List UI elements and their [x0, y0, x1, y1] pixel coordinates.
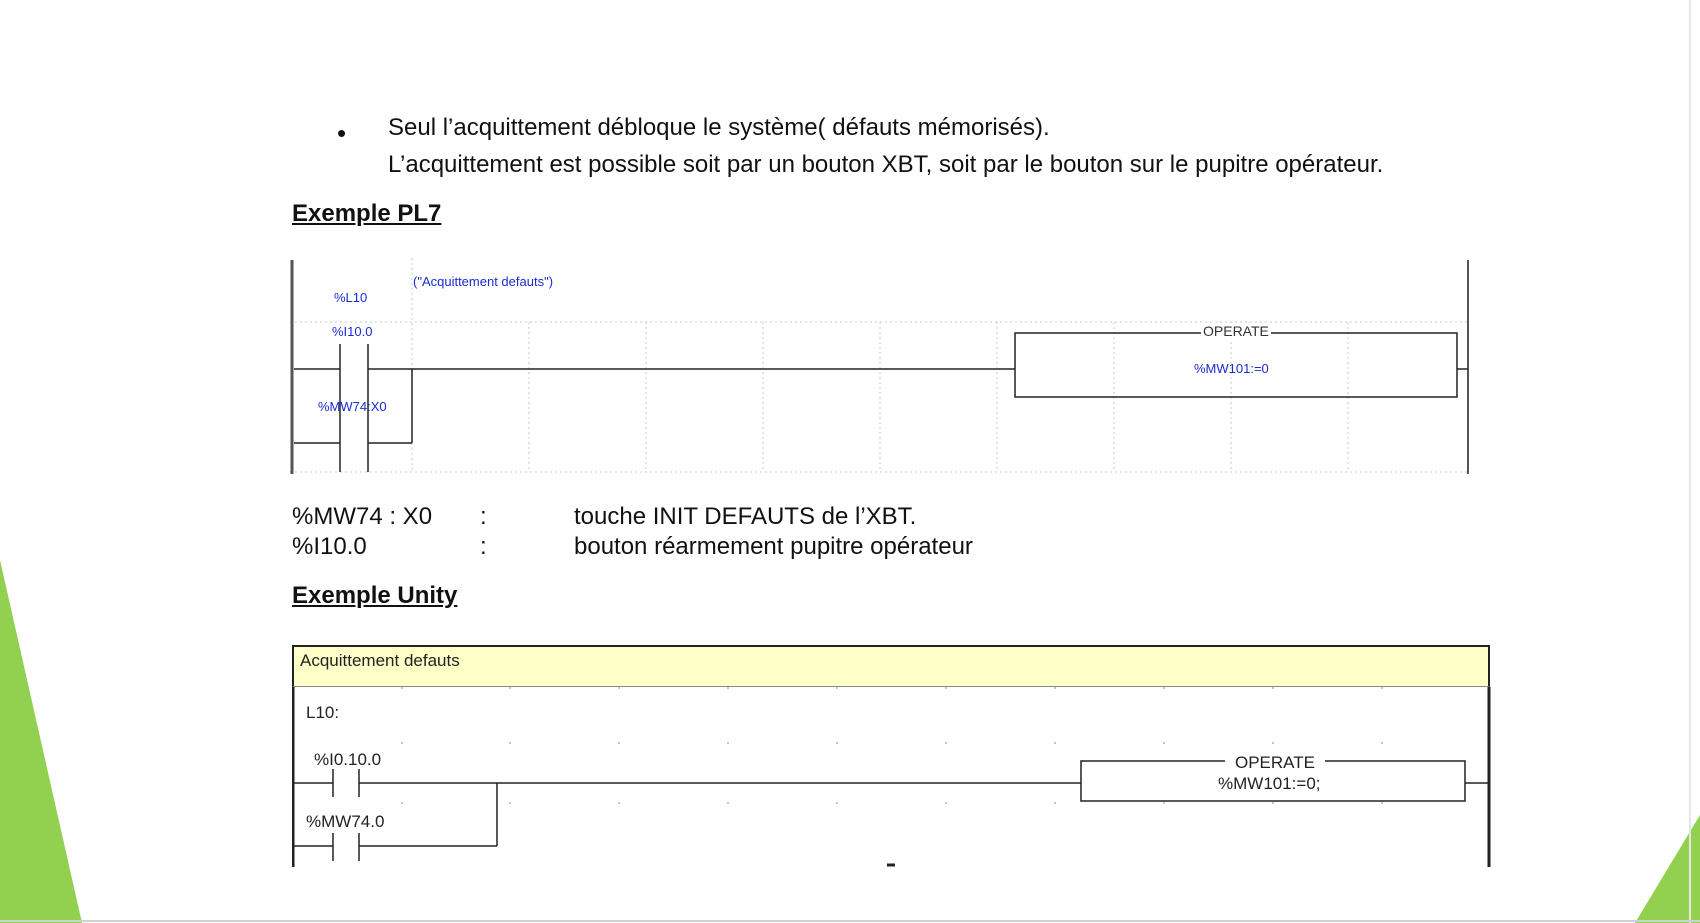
unity-ladder-diagram [292, 645, 1496, 867]
bullet-line-1: Seul l’acquittement débloque le système( défauts mémorisés). [388, 114, 1050, 141]
definition-text-2: bouton réarmement pupitre opérateur [574, 533, 973, 560]
pl7-contact-1: %I10.0 [332, 324, 373, 339]
definition-sep-2: : [480, 533, 487, 560]
unity-header-bar [292, 645, 1490, 687]
pl7-section-title: Exemple PL7 [292, 200, 442, 227]
definition-symbol-1: %MW74 : X0 [292, 503, 433, 530]
pl7-ladder-lines [290, 258, 1474, 476]
bullet-line-2: L’acquittement est possible soit par un bouton XBT, soit par le bouton sur le pupitre opérateur. [388, 151, 1384, 178]
definition-text-1: touche INIT DEFAUTS de l’XBT. [574, 503, 917, 530]
left-green-triangle [0, 560, 82, 923]
unity-label: L10: [306, 703, 340, 722]
unity-block-expression: %MW101:=0; [1218, 774, 1321, 793]
unity-section-title: Exemple Unity [292, 582, 458, 609]
pl7-comment: ("Acquittement defauts") [413, 274, 554, 289]
definition-sep-1: : [480, 503, 487, 530]
unity-block-title: OPERATE [1225, 753, 1325, 773]
unity-header-label: Acquittement defauts [300, 651, 460, 670]
unity-contact-1: %I0.10.0 [314, 750, 382, 769]
unity-contact-2: %MW74.0 [306, 812, 385, 831]
pl7-block-expression: %MW101:=0 [1194, 361, 1269, 376]
definition-symbol-2: %I10.0 [292, 533, 367, 560]
pl7-ladder-diagram [290, 258, 1474, 476]
pl7-block-title: OPERATE [1203, 323, 1269, 339]
pl7-contact-2: %MW74:X0 [318, 399, 387, 414]
pl7-label: %L10 [334, 290, 368, 305]
bullet-dot: • [337, 118, 347, 148]
